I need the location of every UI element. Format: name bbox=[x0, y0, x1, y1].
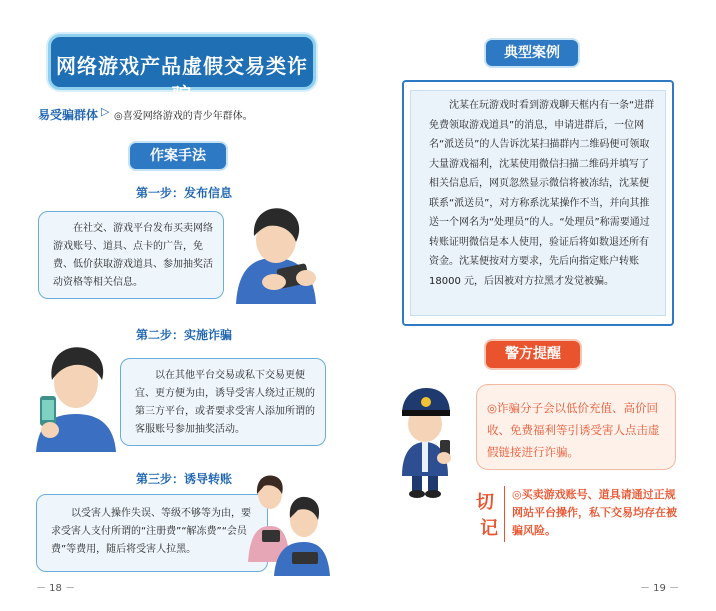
alert-bubble: ◎诈骗分子会以低价充值、高价回收、免费福利等引诱受害人点击虚假链接进行诈骗。 bbox=[476, 384, 676, 470]
remember-char-1: 切 bbox=[476, 492, 494, 513]
case-heading: 典型案例 bbox=[486, 40, 578, 66]
boy-with-phone-illustration bbox=[218, 200, 328, 304]
step3-title: 第三步：诱导转账 bbox=[136, 472, 233, 486]
case-text: 沈某在玩游戏时看到游戏聊天框内有一条“进群免费领取游戏道具”的消息，申请进群后，一位网名“派送员”的人告诉沈某扫描群内二维码便可领取大量游戏福利，沈某使用微信扫描二维码并填写了相关信息后，网页忽然显示微信将被冻结，沈某便联系“派送员”，对方称系沈某操作不当，并向其推送一个网名为“处理员”的人。“处理员”称需要通过转账证明微信是本人使用，验证后将如数退还所有资金。沈某便按对方要求，先后向指定账户转账 18000 元，后因被对方拉黑才发觉被骗。 bbox=[410, 90, 666, 316]
step2-bubble: 以在其他平台交易或私下交易更便宜、更方便为由，诱导受害人绕过正规的第三方平台，或者要求受害人添加所谓的客服账号参加抽奖活动。 bbox=[120, 358, 326, 446]
victims-arrow-icon: ▷ bbox=[101, 105, 110, 118]
victims-text: ◎喜爱网络游戏的青少年群体。 bbox=[114, 111, 253, 122]
page-number-left: － 18 － bbox=[36, 583, 76, 594]
two-people-with-phones-illustration bbox=[246, 472, 332, 576]
remember-divider bbox=[504, 486, 505, 542]
police-officer-illustration bbox=[386, 380, 466, 500]
step1-bubble: 在社交、游戏平台发布买卖网络游戏账号、道具、点卡的广告，免费、低价获取游戏道具、参加抽奖活动资格等相关信息。 bbox=[38, 211, 224, 299]
page-number-right: － 19 － bbox=[640, 583, 680, 594]
page-title-banner bbox=[48, 34, 316, 107]
step2-title: 第二步：实施诈骗 bbox=[136, 328, 233, 342]
boy-holding-phone-illustration bbox=[30, 340, 126, 452]
alert-heading: 警方提醒 bbox=[486, 341, 580, 368]
remember-char-2: 记 bbox=[480, 518, 498, 539]
page-title: 网络游戏产品虚假交易类诈骗 bbox=[56, 54, 308, 107]
step3-bubble: 以受害人操作失误、等级不够等为由，要求受害人支付所谓的“注册费”“解冻费”“会员费”等费用，随后将受害人拉黑。 bbox=[36, 494, 268, 572]
victims-label: 易受骗群体 bbox=[38, 108, 99, 122]
step1-title: 第一步：发布信息 bbox=[136, 186, 233, 200]
method-heading: 作案手法 bbox=[130, 143, 226, 169]
remember-text: ◎买卖游戏账号、道具请通过正规网站平台操作，私下交易均存在被骗风险。 bbox=[512, 488, 677, 537]
